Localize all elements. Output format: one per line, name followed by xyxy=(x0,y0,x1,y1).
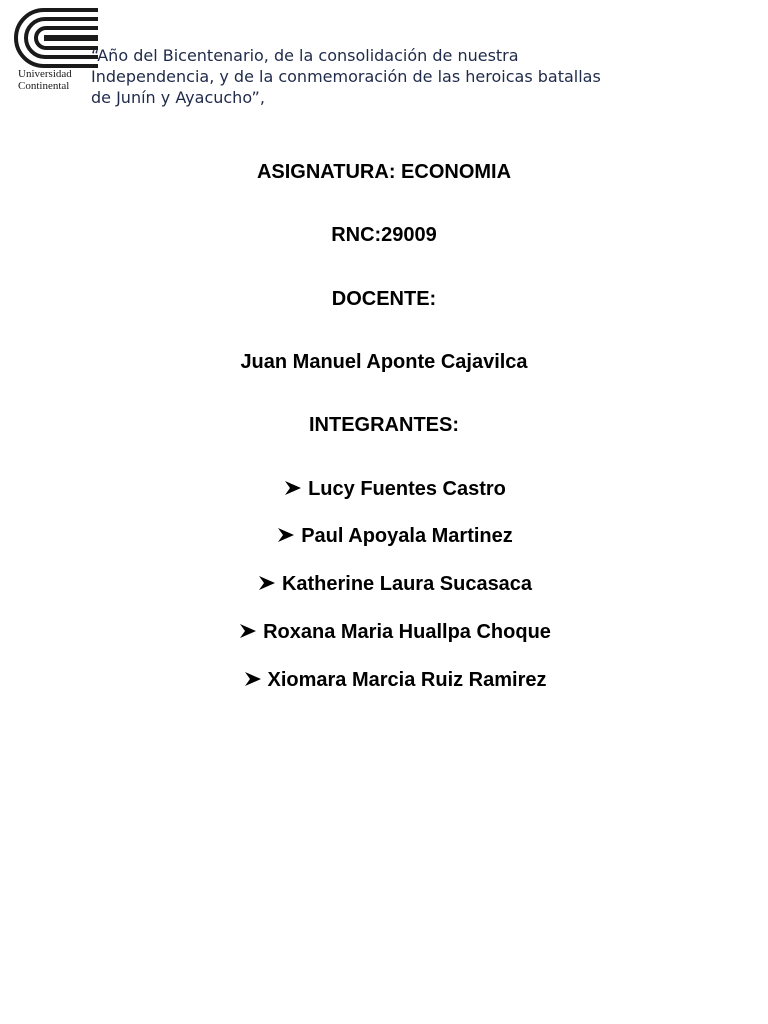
header-quote-line: “Año del Bicentenario, de la consolidación de nuestra xyxy=(91,46,519,65)
member-name: Paul Apoyala Martinez xyxy=(301,525,513,547)
rnc-code: RNC:29009 xyxy=(331,224,437,246)
subject-heading: ASIGNATURA: ECONOMIA xyxy=(256,161,512,183)
list-item xyxy=(0,476,768,502)
header-quote xyxy=(91,45,691,108)
list-item xyxy=(0,667,768,693)
arrow-bullet-icon xyxy=(284,480,302,496)
members-label: INTEGRANTES: xyxy=(309,414,459,436)
arrow-bullet-icon xyxy=(258,575,276,591)
arrow-bullet-icon xyxy=(277,527,295,543)
logo-text-line-2: Continental xyxy=(18,80,70,92)
list-item xyxy=(0,523,768,549)
member-name: Roxana Maria Huallpa Choque xyxy=(263,621,551,643)
list-item xyxy=(0,571,768,597)
university-logo xyxy=(14,8,100,98)
header-quote-line: Independencia, y de la conmemoración de las heroicas batallas xyxy=(91,67,601,86)
member-name: Katherine Laura Sucasaca xyxy=(281,573,533,595)
arrow-bullet-icon xyxy=(239,623,257,639)
teacher-label: DOCENTE: xyxy=(331,288,437,310)
logo-text-line-1: Universidad xyxy=(18,68,72,80)
university-continental-logo-icon xyxy=(14,8,100,68)
arrow-bullet-icon xyxy=(244,671,262,687)
teacher-name: Juan Manuel Aponte Cajavilca xyxy=(240,351,528,373)
list-item xyxy=(0,619,768,645)
member-name: Lucy Fuentes Castro xyxy=(308,478,506,500)
header-quote-line: de Junín y Ayacucho”, xyxy=(91,88,265,107)
member-name: Xiomara Marcia Ruiz Ramirez xyxy=(267,669,547,691)
